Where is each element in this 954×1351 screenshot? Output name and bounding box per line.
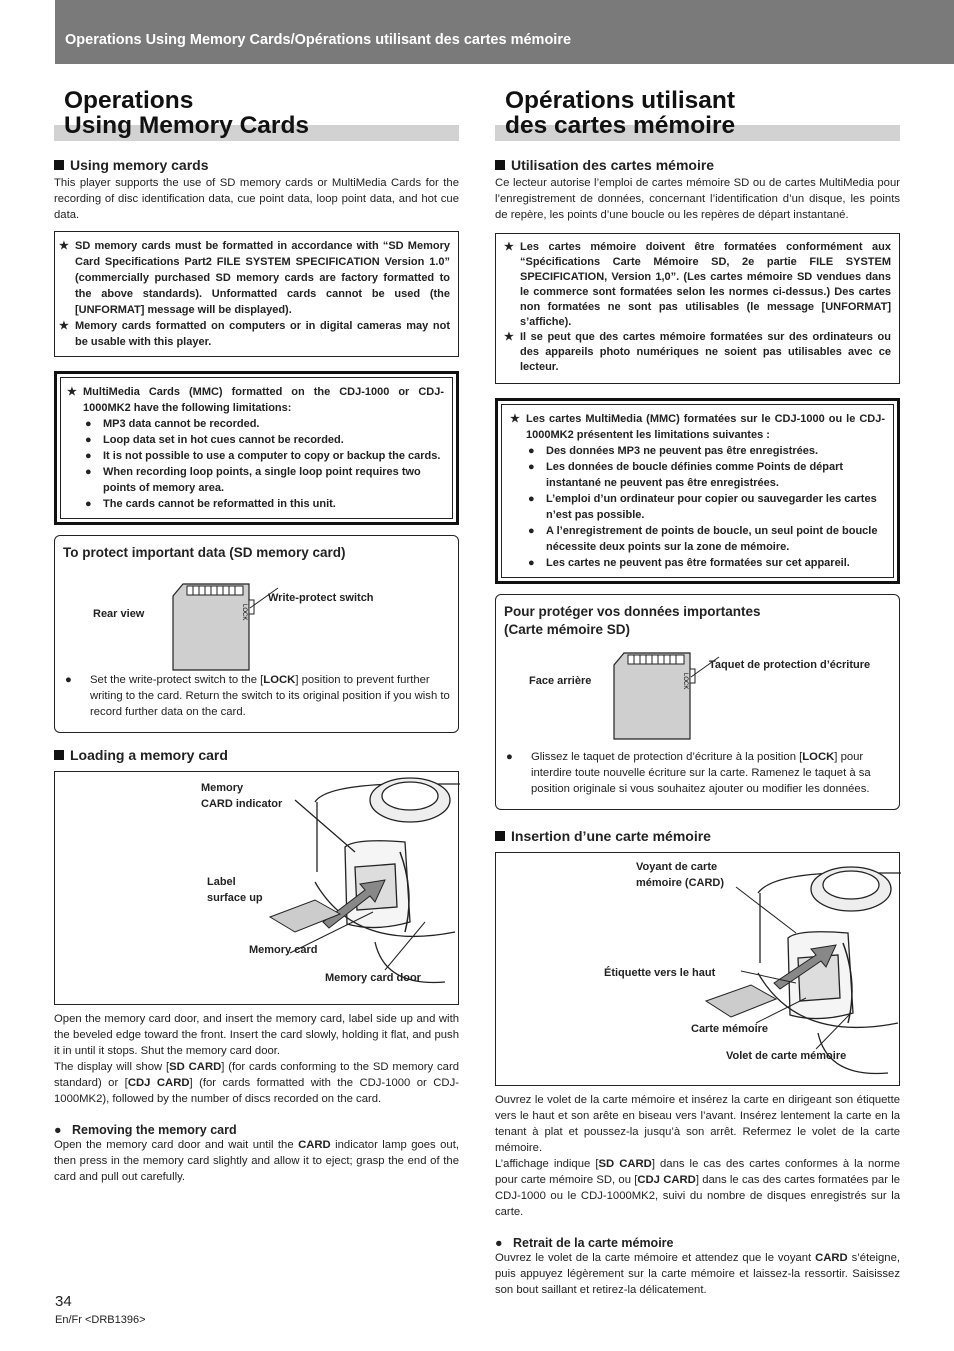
utilisation-paragraph: Ce lecteur autorise l’emploi de cartes mémoire SD ou de cartes MultiMedia pour l’enregistrement de données, concernant l’identification d’un disque, les points de repère, les points d’une boucle ou les repères de départ instantané. [495,177,900,221]
protect-data-box [54,535,459,733]
removing-heading: ● Removing the memory card [54,1123,237,1137]
loading-paragraph-2: The display will show [SD CARD] (for cards conforming to the SD memory card standard) or [CDJ CARD] (for cards formatted with the CDJ-1000 or CDJ-1000MK2), followed by the number of discs recorded on the card. [54,1061,460,1105]
cdj-unit-illustration-fr [496,853,901,1087]
svg-text:LOCK: LOCK [241,604,247,621]
page-title: Operations Using Memory Cards [54,88,459,141]
cdj-unit-illustration [55,772,460,1006]
removing-paragraph: Open the memory card door and wait until the CARD indicator lamp goes out, then press in the memory card slightly and allow it to eject; grasp the end of the card and pull out carefully. [54,1139,459,1183]
mmc-note-box: ★ MultiMedia Cards (MMC) formatted on the CDJ-1000 or CDJ-1000MK2 have the following limitations: ● MP3 data cannot be recorded. ● Loop data set in hot cues cannot be recorded. ● It is not possible to use a computer to copy or backup the cards. ● When recording loop points, a single loop point requires two points of memory area. ● The cards cannot be reformatted in this unit. [54,371,459,525]
section-heading-insertion: Insertion d’une carte mémoire [495,828,900,844]
using-paragraph: This player supports the use of SD memory cards or MultiMedia Cards for the recording of disc identification data, cue point data, loop point data, and hot cue data. [54,177,459,221]
french-column [495,0,900,1298]
page-title-fr: Opérations utilisant des cartes mémoire [495,88,900,141]
section-heading-loading: Loading a memory card [54,747,459,763]
page-number: 34 [55,1293,72,1310]
sd-note-box-fr: ★ Les cartes mémoire doivent être formatées conformément aux “Spécifications Carte Mémoire SD, 2e partie FILE SYSTEM SPECIFICATION, Version 1,0”. (Les cartes mémoire SD vendues dans le commerce sont formatées selon les normes ci-dessus.) Des cartes non formatées ne sont pas utilisables (le message [UNFORMAT] s’affiche). ★ Il se peut que des cartes mémoire formatées sur des ordinateurs ou des appareils photo numériques ne soient pas utilisables avec ce lecteur. [495,233,900,384]
removing-paragraph-fr: Ouvrez le volet de la carte mémoire et attendez que le voyant CARD s’éteigne, puis appuyez légèrement sur la carte mémoire et laissez-la ressortir. Saisissez son bout saillant et retirez-la délicatement. [495,1252,900,1296]
protect-heading-fr: Pour protéger vos données importantes (Carte mémoire SD) [504,604,761,637]
section-heading-using: Using memory cards [54,157,459,173]
protect-instruction: ● Set the write-protect switch to the [LOCK] position to prevent further writing to the card. Return the switch to its original position if you wish to record further data on the card. [65,674,450,718]
mmc-note-box-fr: ★ Les cartes MultiMedia (MMC) formatées sur le CDJ-1000 ou le CDJ-1000MK2 présentent les limitations suivantes : ● Des données MP3 ne peuvent pas être enregistrées. ● Les données de boucle définies comme Points de départ instantané ne peuvent pas être enregistrées. ● L’emploi d’un ordinateur pour copier ou sauvegarder les cartes n’est pas possible. ● A l’enregistrement de points de boucle, un seul point de boucle nécessite deux points sur la zone de mémoire. ● Les cartes ne peuvent pas être formatées sur cet appareil. [495,398,900,584]
english-column [54,0,459,1185]
sd-note-box: ★ SD memory cards must be formatted in accordance with “SD Memory Card Specifications Part2 FILE SYSTEM SPECIFICATION Version 1.0” (commercially purchased SD memory cards are factory formatted to the above standards). Unformatted cards cannot be used (the [UNFORMAT] message will be displayed). ★ Memory cards formatted on computers or in digital cameras may not be usable with this player. [54,231,459,357]
protect-heading: To protect important data (SD memory card) [63,545,346,560]
sd-card-figure-fr: Face arrière Taquet de protection d’écriture LOCK [504,639,891,755]
section-heading-utilisation: Utilisation des cartes mémoire [495,157,900,173]
loading-paragraph-2-fr: L’affichage indique [SD CARD] dans le cas des cartes conformes à la norme pour carte mémoire SD, ou [CDJ CARD] dans le cas des cartes formatées par le CDJ-1000 ou le CDJ-1000MK2, suivi du nombre de disques enregistrés sur la carte. [495,1158,900,1218]
loading-paragraph-1: Open the memory card door, and insert the memory card, label side up and with the beveled edge toward the front. Insert the card slowly, holding it flat, and push it in until it stops. Shut the memory card door. [54,1013,459,1057]
header-title: Operations Using Memory Cards/Opérations utilisant des cartes mémoire [65,32,572,48]
svg-text:LOCK: LOCK [682,673,688,690]
protect-instruction-fr: ● Glissez le taquet de protection d’écriture à la position [LOCK] pour interdire toute nouvelle écriture sur la carte. Ramenez le taquet à sa position originale si vous souhaitez ajouter ou modifier les données. [506,751,871,795]
protect-data-box-fr [495,594,900,810]
loading-figure: Memory CARD indicator Label surface up Memory card Memory card door [54,771,459,1005]
document-code: En/Fr <DRB1396> [55,1314,146,1326]
sd-card-figure: Rear view Write-protect switch LOCK [63,562,450,672]
loading-figure-fr: Voyant de carte mémoire (CARD) Étiquette vers le haut Carte mémoire Volet de carte mémoire [495,852,900,1086]
loading-paragraph-1-fr: Ouvrez le volet de la carte mémoire et insérez la carte en dirigeant son étiquette vers le haut et son arête en biseau vers l’avant. Insérez lentement la carte en la tenant à plat et poussez-la jusqu’à son arrêt. Refermez le volet de la carte mémoire. [495,1094,900,1154]
removing-heading-fr: ● Retrait de la carte mémoire [495,1236,674,1250]
